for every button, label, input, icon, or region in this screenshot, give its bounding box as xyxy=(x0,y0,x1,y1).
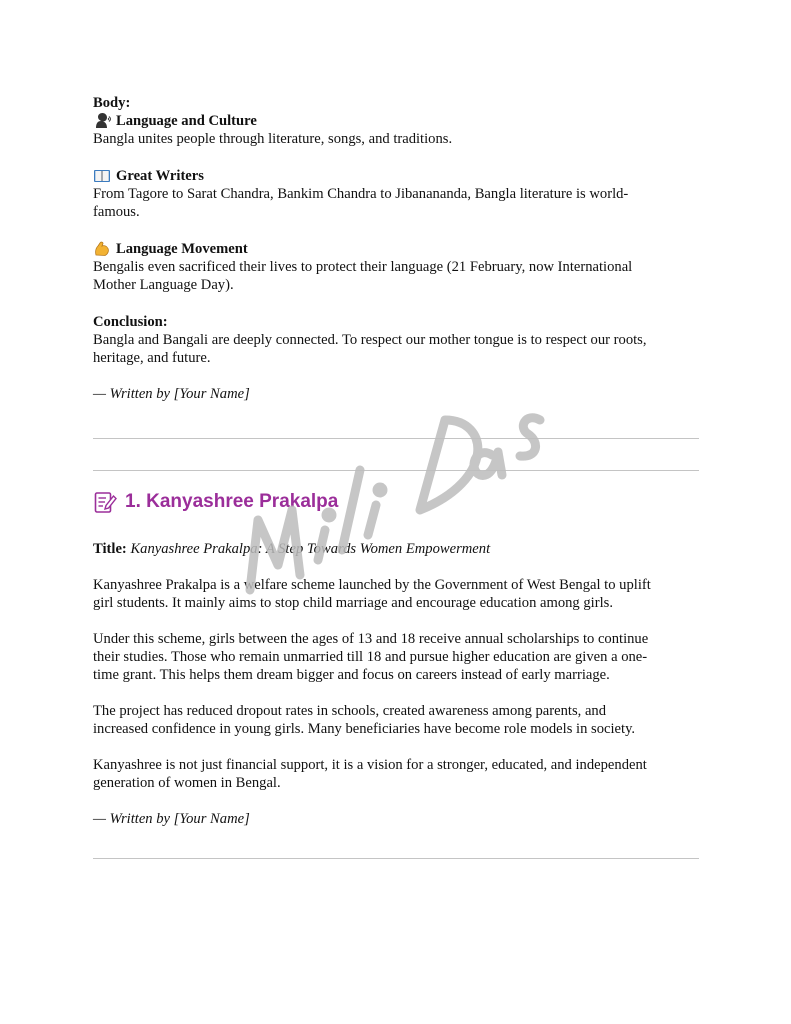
essay-title xyxy=(93,540,699,558)
divider xyxy=(93,438,699,439)
section-heading-text: Language Movement xyxy=(116,241,248,257)
divider xyxy=(93,470,699,471)
divider xyxy=(93,858,699,859)
signature: — Written by [Your Name] xyxy=(93,811,250,827)
body-label: Body: xyxy=(93,95,131,111)
essay-heading-text: 1. Kanyashree Prakalpa xyxy=(125,491,339,512)
section-text-line: From Tagore to Sarat Chandra, Bankim Chandra to Jibanananda, Bangla literature is world- xyxy=(93,186,629,202)
section-heading-great-writers xyxy=(93,167,699,185)
paragraph-line: their studies. Those who remain unmarried till 18 and pursue higher education are given a one- xyxy=(93,649,648,665)
conclusion-label: Conclusion: xyxy=(93,314,168,330)
open-book-icon xyxy=(93,167,111,185)
section-text-line: famous. xyxy=(93,204,140,220)
essay-body xyxy=(93,94,699,403)
paragraph-line: time grant. This helps them dream bigger and focus on careers instead of early marriage. xyxy=(93,667,610,683)
paragraph-line: Kanyashree Prakalpa is a welfare scheme launched by the Government of West Bengal to uplift xyxy=(93,577,651,593)
paragraph-line: generation of women in Bengal. xyxy=(93,775,281,791)
memo-icon xyxy=(93,490,117,514)
paragraph-line: Kanyashree is not just financial support, it is a vision for a stronger, educated, and independent xyxy=(93,757,647,773)
paragraph-line: Under this scheme, girls between the ages of 13 and 18 receive annual scholarships to continue xyxy=(93,631,649,647)
section-text: Bangla unites people through literature, songs, and traditions. xyxy=(93,131,453,147)
section-text-line: Bengalis even sacrificed their lives to protect their language (21 February, now International xyxy=(93,259,633,275)
section-heading-language-movement xyxy=(93,240,699,258)
flexed-biceps-icon xyxy=(93,240,111,258)
section-text-line: Mother Language Day). xyxy=(93,277,234,293)
paragraph-line: girl students. It mainly aims to stop child marriage and encourage education among girls. xyxy=(93,595,613,611)
signature: — Written by [Your Name] xyxy=(93,386,250,402)
conclusion-text-line: heritage, and future. xyxy=(93,350,211,366)
title-text: Kanyashree Prakalpa: A Step Towards Women Empowerment xyxy=(130,541,491,557)
section-heading-text: Great Writers xyxy=(116,168,204,184)
speaking-head-icon xyxy=(93,112,111,130)
essay-heading xyxy=(93,490,338,514)
section-heading-language-culture xyxy=(93,112,699,130)
title-label: Title: xyxy=(93,541,127,557)
paragraph-line: increased confidence in young girls. Many beneficiaries have become role models in society. xyxy=(93,721,636,737)
section-heading-text: Language and Culture xyxy=(116,113,257,129)
conclusion-text-line: Bangla and Bangali are deeply connected. To respect our mother tongue is to respect our roots, xyxy=(93,332,647,348)
essay2-body xyxy=(93,540,699,828)
paragraph-line: The project has reduced dropout rates in schools, created awareness among parents, and xyxy=(93,703,607,719)
